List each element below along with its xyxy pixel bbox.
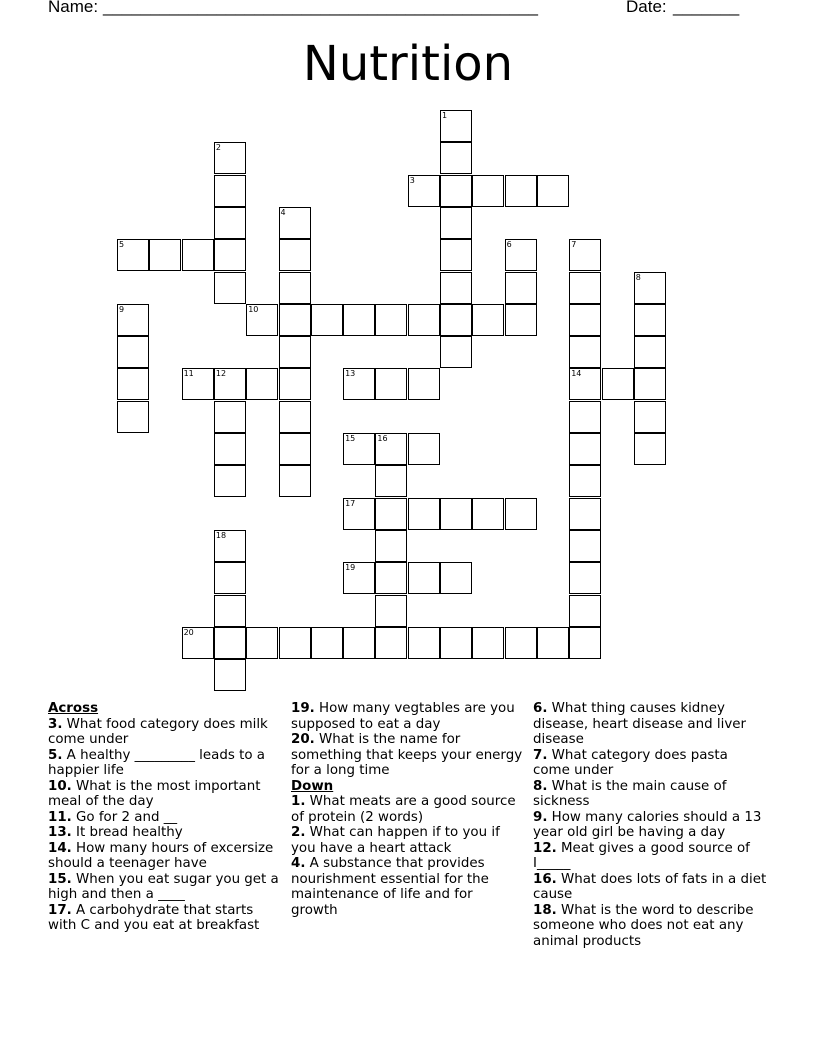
- name-field[interactable]: ______________________________________________: [103, 0, 538, 16]
- across-clue: 10. What is the most important meal of the day: [48, 778, 261, 809]
- cell-number: 1: [442, 111, 448, 120]
- crossword-cell[interactable]: [569, 401, 601, 433]
- clue-column-3: [533, 701, 767, 949]
- crossword-cell[interactable]: [634, 401, 666, 433]
- crossword-cell[interactable]: [472, 175, 504, 207]
- down-clue: 12. Meat gives a good source of I_____: [533, 840, 750, 871]
- crossword-cell[interactable]: [505, 498, 537, 530]
- crossword-cell[interactable]: [440, 562, 472, 594]
- crossword-cell[interactable]: [375, 465, 407, 497]
- crossword-cell[interactable]: [472, 627, 504, 659]
- crossword-cell[interactable]: [279, 336, 311, 368]
- crossword-cell[interactable]: [440, 627, 472, 659]
- crossword-cell[interactable]: [182, 239, 214, 271]
- crossword-cell[interactable]: [634, 433, 666, 465]
- crossword-cell[interactable]: [279, 272, 311, 304]
- cell-number: 6: [506, 240, 512, 250]
- page-title: Nutrition: [302, 36, 514, 92]
- across-clue: 5. A healthy _________ leads to a happier life: [48, 747, 265, 778]
- across-clue: 17. A carbohydrate that starts with C and you eat at breakfast: [48, 902, 260, 933]
- crossword-cell[interactable]: [214, 595, 246, 627]
- crossword-cell[interactable]: [569, 530, 601, 562]
- crossword-cell[interactable]: [375, 595, 407, 627]
- cell-number: 16: [377, 434, 388, 443]
- crossword-cell[interactable]: [440, 239, 472, 271]
- crossword-cell[interactable]: [408, 433, 440, 465]
- crossword-cell[interactable]: [279, 465, 311, 497]
- cell-number: 17: [345, 498, 356, 508]
- crossword-cell[interactable]: [408, 175, 440, 207]
- crossword-cell[interactable]: [408, 562, 440, 594]
- across-clue: 14. How many hours of excersize should a teenager have: [48, 840, 274, 871]
- down-clue: 6. What thing causes kidney disease, heart disease and liver disease: [533, 701, 746, 747]
- crossword-cell[interactable]: [440, 175, 472, 207]
- down-clue: 7. What category does pasta come under: [533, 747, 728, 778]
- crossword-cell[interactable]: [343, 562, 375, 594]
- across-heading: Across: [48, 701, 99, 716]
- down-clue: 16. What does lots of fats in a diet cause: [533, 871, 767, 902]
- cell-number: 19: [345, 563, 356, 573]
- crossword-cell[interactable]: [117, 401, 149, 433]
- crossword-cell[interactable]: [537, 627, 569, 659]
- crossword-cell[interactable]: [375, 562, 407, 594]
- crossword-cell[interactable]: [214, 530, 246, 562]
- crossword-cell[interactable]: [569, 627, 601, 659]
- crossword-cell[interactable]: [569, 368, 601, 400]
- crossword-cell[interactable]: [440, 304, 472, 336]
- crossword-cell[interactable]: [214, 272, 246, 304]
- crossword-cell[interactable]: [569, 304, 601, 336]
- crossword-cell[interactable]: [408, 368, 440, 400]
- crossword-cell[interactable]: [408, 627, 440, 659]
- crossword-cell[interactable]: [214, 207, 246, 239]
- cell-number: 10: [248, 304, 259, 314]
- crossword-cell[interactable]: [182, 368, 214, 400]
- cell-number: 5: [119, 240, 125, 250]
- crossword-cell[interactable]: [569, 562, 601, 594]
- cell-number: 14: [571, 369, 582, 379]
- crossword-cell[interactable]: [472, 304, 504, 336]
- crossword-cell[interactable]: [343, 304, 375, 336]
- crossword-cell[interactable]: [182, 627, 214, 659]
- crossword-cell[interactable]: [634, 368, 666, 400]
- crossword-cell[interactable]: [117, 368, 149, 400]
- down-clue: 9. How many calories should a 13 year old girl be having a day: [533, 809, 762, 840]
- cell-number: 20: [183, 627, 194, 637]
- crossword-cell[interactable]: [214, 239, 246, 271]
- cell-number: 4: [280, 207, 286, 217]
- cell-number: 2: [215, 143, 221, 153]
- crossword-cell[interactable]: [311, 304, 343, 336]
- crossword-cell[interactable]: [569, 336, 601, 368]
- crossword-cell[interactable]: [537, 175, 569, 207]
- crossword-cell[interactable]: [440, 110, 472, 142]
- crossword-cell[interactable]: [440, 207, 472, 239]
- crossword-cell[interactable]: [279, 368, 311, 400]
- crossword-cell[interactable]: [602, 368, 634, 400]
- crossword-cell[interactable]: [117, 304, 149, 336]
- down-clue: 18. What is the word to describe someone who does not eat any animal products: [533, 902, 754, 949]
- crossword-cell[interactable]: [279, 433, 311, 465]
- crossword-cell[interactable]: [569, 465, 601, 497]
- crossword-cell[interactable]: [505, 304, 537, 336]
- crossword-cell[interactable]: [569, 239, 601, 271]
- down-clue: 4. A substance that provides nourishment essential for the maintenance of life and for growth: [291, 856, 489, 918]
- crossword-cell[interactable]: [279, 401, 311, 433]
- crossword-cell[interactable]: [408, 304, 440, 336]
- crossword-cell[interactable]: [569, 595, 601, 627]
- crossword-cell[interactable]: [569, 498, 601, 530]
- crossword-cell[interactable]: [569, 433, 601, 465]
- cell-number: 11: [183, 369, 194, 379]
- crossword-cell[interactable]: [343, 368, 375, 400]
- down-clue: 1. What meats are a good source of protein (2 words): [291, 794, 516, 825]
- crossword-cell[interactable]: [343, 627, 375, 659]
- crossword-cell[interactable]: [375, 498, 407, 530]
- across-clue: 11. Go for 2 and __: [48, 809, 178, 825]
- across-clue: 3. What food category does milk come under: [48, 716, 268, 747]
- crossword-cell[interactable]: [117, 336, 149, 368]
- crossword-cell[interactable]: [311, 627, 343, 659]
- crossword-cell[interactable]: [246, 627, 278, 659]
- crossword-cell[interactable]: [214, 627, 246, 659]
- crossword-cell[interactable]: [279, 207, 311, 239]
- crossword-cell[interactable]: [634, 272, 666, 304]
- down-heading: Down: [291, 778, 334, 794]
- crossword-cell[interactable]: [569, 272, 601, 304]
- crossword-cell[interactable]: [214, 142, 246, 174]
- crossword-cell[interactable]: [149, 239, 181, 271]
- crossword-cell[interactable]: [343, 498, 375, 530]
- crossword-cell[interactable]: [375, 304, 407, 336]
- across-clue: 19. How many vegtables are you supposed to eat a day: [291, 701, 515, 732]
- clue-column-1: [48, 701, 280, 934]
- date-field[interactable]: _______: [673, 0, 740, 16]
- crossword-cell[interactable]: [440, 336, 472, 368]
- date-label: Date:: [626, 0, 667, 16]
- cell-number: 7: [571, 240, 577, 250]
- cell-number: 12: [215, 369, 227, 379]
- crossword-cell[interactable]: [343, 433, 375, 465]
- crossword-cell[interactable]: [472, 498, 504, 530]
- crossword-cell[interactable]: [440, 142, 472, 174]
- crossword-cell[interactable]: [440, 498, 472, 530]
- crossword-cell[interactable]: [279, 239, 311, 271]
- crossword-cell[interactable]: [214, 368, 246, 400]
- crossword-cell[interactable]: [246, 304, 278, 336]
- crossword-cell[interactable]: [214, 433, 246, 465]
- crossword-cell[interactable]: [246, 368, 278, 400]
- crossword-cell[interactable]: [505, 239, 537, 271]
- crossword-cell[interactable]: [408, 498, 440, 530]
- crossword-cell[interactable]: [440, 272, 472, 304]
- crossword-cell[interactable]: [214, 175, 246, 207]
- crossword-cell[interactable]: [214, 562, 246, 594]
- crossword-cell[interactable]: [505, 272, 537, 304]
- crossword-cell[interactable]: [375, 530, 407, 562]
- crossword-cell[interactable]: [505, 627, 537, 659]
- crossword-cell[interactable]: [634, 304, 666, 336]
- down-clue: 8. What is the main cause of sickness: [533, 778, 727, 809]
- cell-number: 13: [345, 369, 356, 379]
- crossword-cell[interactable]: [375, 433, 407, 465]
- cell-number: 9: [119, 304, 125, 314]
- crossword-cell[interactable]: [279, 627, 311, 659]
- across-clue: 13. It bread healthy: [48, 825, 183, 840]
- crossword-cell[interactable]: [214, 659, 246, 691]
- crossword-cell[interactable]: [279, 304, 311, 336]
- cell-number: 15: [345, 434, 356, 443]
- across-clue: 15. When you eat sugar you get a high and then a ____: [48, 871, 279, 902]
- crossword-cell[interactable]: [375, 368, 407, 400]
- cell-number: 18: [215, 530, 227, 540]
- clue-column-2: [291, 701, 523, 918]
- crossword-cell[interactable]: [214, 465, 246, 497]
- crossword-cell[interactable]: [117, 239, 149, 271]
- name-label: Name:: [48, 0, 99, 16]
- crossword-cell[interactable]: [375, 627, 407, 659]
- cell-number: 3: [409, 175, 415, 185]
- crossword-cell[interactable]: [214, 401, 246, 433]
- cell-number: 8: [635, 272, 641, 282]
- crossword-cell[interactable]: [505, 175, 537, 207]
- down-clue: 2. What can happen if to you if you have a heart attack: [291, 825, 500, 856]
- across-clue: 20. What is the name for something that keeps your energy for a long time: [291, 732, 523, 778]
- crossword-cell[interactable]: [634, 336, 666, 368]
